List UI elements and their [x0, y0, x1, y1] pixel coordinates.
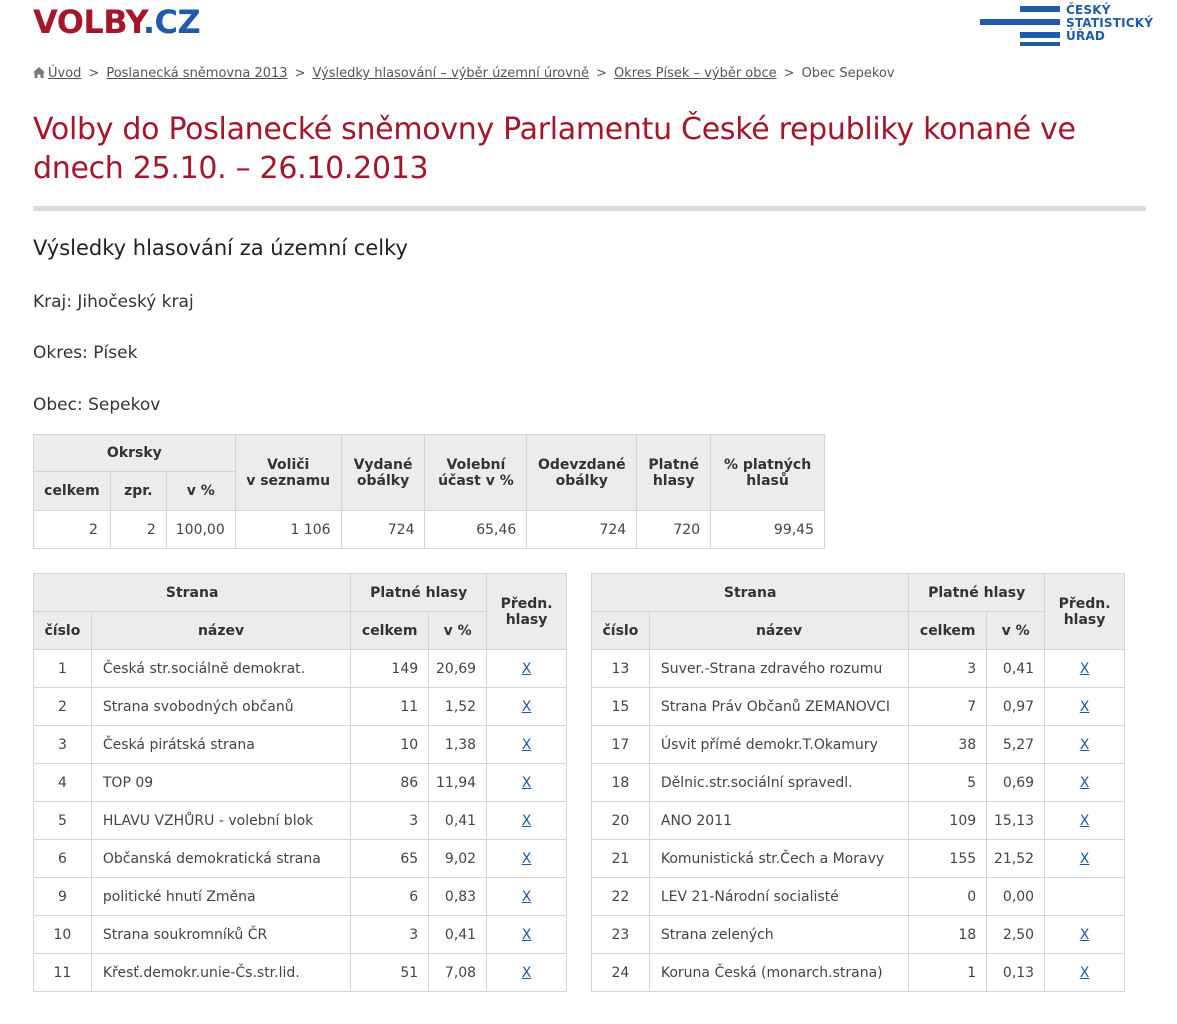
- table-row: [592, 650, 1125, 688]
- header-okrsky-pct: v %: [166, 472, 235, 511]
- party-votes-total: 0: [909, 878, 987, 916]
- party-name: LEV 21-Národní socialisté: [649, 878, 908, 916]
- cell-okrsky-pct: 100,00: [166, 511, 235, 549]
- preferential-votes-cell: [487, 954, 567, 992]
- preferential-votes-cell: [1045, 726, 1125, 764]
- table-row: [34, 840, 567, 878]
- header-volebni-ucast: Volební účast v %: [425, 435, 527, 511]
- region-kraj: Kraj: Jihočeský kraj: [33, 292, 194, 312]
- preferential-votes-link[interactable]: X: [1079, 660, 1090, 677]
- preferential-votes-link[interactable]: X: [521, 812, 532, 829]
- preferential-votes-link[interactable]: X: [521, 698, 532, 715]
- cell-odevzdane: 724: [527, 511, 637, 549]
- party-votes-pct: 11,94: [429, 764, 487, 802]
- preferential-votes-cell: [487, 840, 567, 878]
- party-votes-total: 3: [909, 650, 987, 688]
- party-name: HLAVU VZHŮRU - volební blok: [91, 802, 350, 840]
- header-nazev: název: [649, 612, 908, 650]
- cell-vydane: 724: [341, 511, 425, 549]
- table-row: [592, 802, 1125, 840]
- preferential-votes-link[interactable]: X: [1079, 698, 1090, 715]
- party-name: Suver.-Strana zdravého rozumu: [649, 650, 908, 688]
- party-name: Strana zelených: [649, 916, 908, 954]
- party-name: Úsvit přímé demokr.T.Okamury: [649, 726, 908, 764]
- breadcrumb-link-psp-2013[interactable]: Poslanecká sněmovna 2013: [106, 66, 288, 81]
- breadcrumb-current: Obec Sepekov: [801, 66, 895, 81]
- party-votes-total: 10: [351, 726, 429, 764]
- party-number: 3: [34, 726, 92, 764]
- header-nazev: název: [91, 612, 350, 650]
- party-votes-pct: 0,41: [429, 916, 487, 954]
- home-icon: [33, 67, 45, 78]
- party-number: 21: [592, 840, 650, 878]
- party-number: 18: [592, 764, 650, 802]
- table-row: [592, 764, 1125, 802]
- preferential-votes-cell: [487, 802, 567, 840]
- party-name: Dělnic.str.sociální spravedl.: [649, 764, 908, 802]
- header-platne-hlasy: Platné hlasy: [637, 435, 711, 511]
- preferential-votes-link[interactable]: X: [1079, 926, 1090, 943]
- breadcrumb-link-home[interactable]: Úvod: [48, 66, 82, 81]
- header-platne-hlasy: Platné hlasy: [909, 574, 1045, 612]
- preferential-votes-cell: [1045, 688, 1125, 726]
- party-votes-pct: 0,69: [987, 764, 1045, 802]
- table-row: [34, 726, 567, 764]
- cell-ucast: 65,46: [425, 511, 527, 549]
- party-name: ANO 2011: [649, 802, 908, 840]
- table-row: [592, 916, 1125, 954]
- preferential-votes-link[interactable]: X: [1079, 774, 1090, 791]
- party-number: 24: [592, 954, 650, 992]
- volby-logo[interactable]: [33, 2, 200, 42]
- party-votes-pct: 20,69: [429, 650, 487, 688]
- preferential-votes-link[interactable]: X: [521, 850, 532, 867]
- party-votes-pct: 2,50: [987, 916, 1045, 954]
- table-row: [34, 954, 567, 992]
- party-name: Česká str.sociálně demokrat.: [91, 650, 350, 688]
- header-v-pct: v %: [429, 612, 487, 650]
- header-predn-hlasy: Předn. hlasy: [1045, 574, 1125, 650]
- party-votes-total: 3: [351, 916, 429, 954]
- party-table-left: [33, 573, 567, 992]
- party-number: 6: [34, 840, 92, 878]
- table-row: [592, 878, 1125, 916]
- party-name: politické hnutí Změna: [91, 878, 350, 916]
- party-votes-pct: 0,00: [987, 878, 1045, 916]
- party-number: 15: [592, 688, 650, 726]
- header-volici: Voliči v seznamu: [235, 435, 341, 511]
- logo-cz-text: .CZ: [142, 3, 201, 41]
- breadcrumb-link-okres[interactable]: Okres Písek – výběr obce: [613, 66, 777, 81]
- party-number: 17: [592, 726, 650, 764]
- party-votes-total: 109: [909, 802, 987, 840]
- preferential-votes-cell: [487, 878, 567, 916]
- party-votes-pct: 0,83: [429, 878, 487, 916]
- preferential-votes-link[interactable]: X: [1079, 850, 1090, 867]
- preferential-votes-cell: [487, 916, 567, 954]
- party-name: Občanská demokratická strana: [91, 840, 350, 878]
- table-row: [34, 878, 567, 916]
- party-votes-total: 6: [351, 878, 429, 916]
- party-votes-pct: 1,38: [429, 726, 487, 764]
- party-votes-total: 86: [351, 764, 429, 802]
- party-votes-pct: 7,08: [429, 954, 487, 992]
- preferential-votes-cell: [1045, 878, 1125, 916]
- party-votes-total: 1: [909, 954, 987, 992]
- party-votes-total: 11: [351, 688, 429, 726]
- breadcrumb-link-vysledky[interactable]: Výsledky hlasování – výběr územní úrovně: [312, 66, 590, 81]
- preferential-votes-cell: [1045, 802, 1125, 840]
- party-votes-total: 3: [351, 802, 429, 840]
- preferential-votes-cell: [487, 688, 567, 726]
- party-votes-total: 18: [909, 916, 987, 954]
- party-number: 20: [592, 802, 650, 840]
- preferential-votes-link[interactable]: X: [1079, 736, 1090, 753]
- preferential-votes-link[interactable]: X: [521, 926, 532, 943]
- table-row: [34, 764, 567, 802]
- header-celkem: celkem: [909, 612, 987, 650]
- party-votes-total: 149: [351, 650, 429, 688]
- party-number: 9: [34, 878, 92, 916]
- divider: [33, 206, 1146, 211]
- party-votes-pct: 0,97: [987, 688, 1045, 726]
- table-row: [34, 511, 825, 549]
- party-votes-pct: 0,13: [987, 954, 1045, 992]
- party-number: 10: [34, 916, 92, 954]
- party-name: TOP 09: [91, 764, 350, 802]
- preferential-votes-link[interactable]: X: [521, 888, 532, 905]
- table-row: [34, 688, 567, 726]
- party-table-right: [591, 573, 1125, 992]
- party-name: Strana Práv Občanů ZEMANOVCI: [649, 688, 908, 726]
- section-title: Výsledky hlasování za územní celky: [33, 236, 408, 260]
- csu-logo-mark-icon: [980, 6, 1060, 48]
- region-okres: Okres: Písek: [33, 343, 138, 363]
- table-row: [592, 726, 1125, 764]
- party-votes-total: 65: [351, 840, 429, 878]
- header-strana: Strana: [34, 574, 351, 612]
- cell-okrsky-celkem: 2: [34, 511, 111, 549]
- party-name: Česká pirátská strana: [91, 726, 350, 764]
- header-cislo: číslo: [592, 612, 650, 650]
- party-votes-pct: 15,13: [987, 802, 1045, 840]
- preferential-votes-link[interactable]: X: [1079, 812, 1090, 829]
- preferential-votes-cell: [1045, 916, 1125, 954]
- region-obec: Obec: Sepekov: [33, 395, 161, 415]
- header-okrsky-celkem: celkem: [34, 472, 111, 511]
- header-vydane-obalky: Vydané obálky: [341, 435, 425, 511]
- party-votes-pct: 5,27: [987, 726, 1045, 764]
- party-name: Komunistická str.Čech a Moravy: [649, 840, 908, 878]
- header-odevzdane-obalky: Odevzdané obálky: [527, 435, 637, 511]
- party-name: Strana soukromníků ČR: [91, 916, 350, 954]
- table-row: [34, 650, 567, 688]
- party-votes-pct: 0,41: [987, 650, 1045, 688]
- table-row: [592, 954, 1125, 992]
- preferential-votes-link[interactable]: X: [521, 774, 532, 791]
- party-votes-total: 7: [909, 688, 987, 726]
- preferential-votes-cell: [487, 764, 567, 802]
- cell-volici: 1 106: [235, 511, 341, 549]
- breadcrumb-separator: >: [783, 66, 795, 81]
- cell-okrsky-zpr: 2: [110, 511, 166, 549]
- page-title: Volby do Poslanecké sněmovny Parlamentu České republiky konané ve dnech 25.10. – 26.10.2013: [33, 112, 1076, 186]
- header-v-pct: v %: [987, 612, 1045, 650]
- party-votes-pct: 1,52: [429, 688, 487, 726]
- header-cislo: číslo: [34, 612, 92, 650]
- preferential-votes-link[interactable]: X: [521, 964, 532, 981]
- preferential-votes-link[interactable]: X: [521, 660, 532, 677]
- party-votes-pct: 21,52: [987, 840, 1045, 878]
- party-votes-pct: 0,41: [429, 802, 487, 840]
- preferential-votes-link[interactable]: X: [1079, 964, 1090, 981]
- logo-volby-text: VOLBY: [33, 3, 143, 41]
- table-row: [592, 840, 1125, 878]
- party-votes-total: 38: [909, 726, 987, 764]
- breadcrumb-separator: >: [294, 66, 306, 81]
- party-votes-total: 51: [351, 954, 429, 992]
- preferential-votes-cell: [1045, 840, 1125, 878]
- party-number: 4: [34, 764, 92, 802]
- table-row: [34, 802, 567, 840]
- party-number: 5: [34, 802, 92, 840]
- header-predn-hlasy: Předn. hlasy: [487, 574, 567, 650]
- preferential-votes-cell: [1045, 650, 1125, 688]
- party-number: 11: [34, 954, 92, 992]
- cell-platne: 720: [637, 511, 711, 549]
- header-strana: Strana: [592, 574, 909, 612]
- header-pct-platnych: % platných hlasů: [711, 435, 825, 511]
- party-votes-pct: 9,02: [429, 840, 487, 878]
- party-name: Strana svobodných občanů: [91, 688, 350, 726]
- party-number: 1: [34, 650, 92, 688]
- breadcrumb: [33, 66, 895, 81]
- header-celkem: celkem: [351, 612, 429, 650]
- party-votes-total: 5: [909, 764, 987, 802]
- breadcrumb-separator: >: [596, 66, 607, 81]
- preferential-votes-cell: [487, 650, 567, 688]
- party-number: 22: [592, 878, 650, 916]
- party-number: 13: [592, 650, 650, 688]
- preferential-votes-cell: [1045, 954, 1125, 992]
- party-number: 2: [34, 688, 92, 726]
- party-name: Křesť.demokr.unie-Čs.str.lid.: [91, 954, 350, 992]
- header-platne-hlasy: Platné hlasy: [351, 574, 487, 612]
- preferential-votes-link[interactable]: X: [521, 736, 532, 753]
- header-okrsky-zpr: zpr.: [110, 472, 166, 511]
- table-row: [34, 916, 567, 954]
- summary-table: [33, 434, 825, 549]
- cell-pct-platnych: 99,45: [711, 511, 825, 549]
- preferential-votes-cell: [487, 726, 567, 764]
- table-row: [592, 688, 1125, 726]
- party-votes-total: 155: [909, 840, 987, 878]
- party-name: Koruna Česká (monarch.strana): [649, 954, 908, 992]
- preferential-votes-cell: [1045, 764, 1125, 802]
- csu-logo-text: ČESKÝ STATISTICKÝ ÚŘAD: [1066, 3, 1154, 43]
- csu-logo[interactable]: [980, 2, 1160, 50]
- party-number: 23: [592, 916, 650, 954]
- header-okrsky: Okrsky: [34, 435, 236, 472]
- breadcrumb-separator: >: [88, 66, 100, 81]
